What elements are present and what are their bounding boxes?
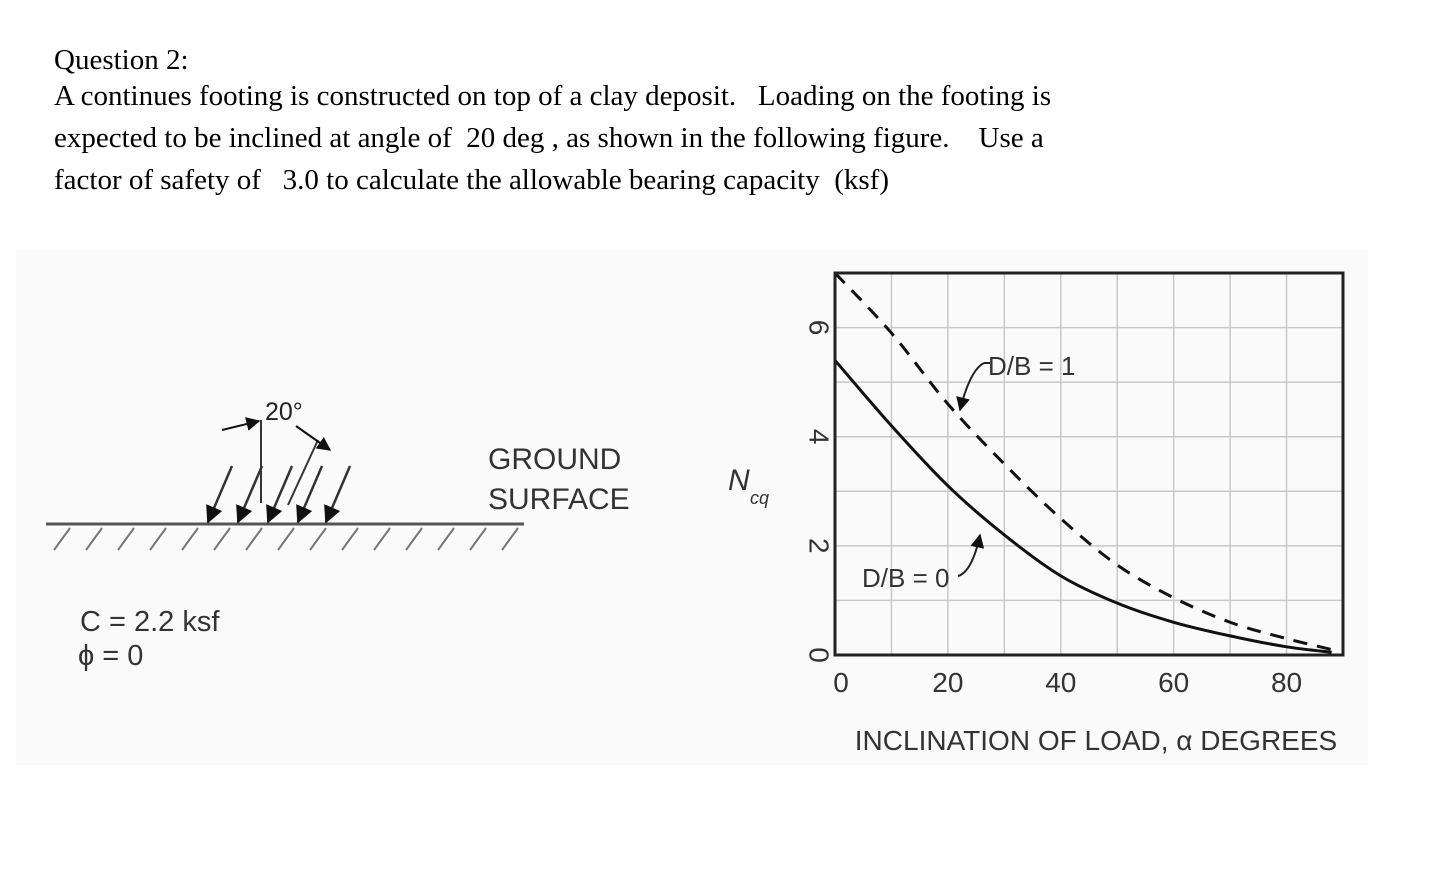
ground-label-2: SURFACE bbox=[488, 483, 630, 516]
chart-series bbox=[835, 273, 1332, 652]
x-axis-label: INCLINATION OF LOAD, α DEGREES bbox=[854, 725, 1338, 756]
ground-label-1: GROUND bbox=[488, 443, 622, 476]
y-tick-labels bbox=[804, 320, 835, 663]
y-axis-label-main: N bbox=[728, 464, 750, 497]
x-tick-labels bbox=[833, 667, 1302, 698]
series-line-d-b-0 bbox=[835, 360, 1332, 652]
plot-frame bbox=[835, 273, 1343, 655]
annotation-db1-arrow bbox=[960, 363, 984, 410]
y-axis-label bbox=[728, 464, 769, 508]
y-tick-label: 0 bbox=[803, 647, 835, 663]
annotation-db0-label: D/B = 0 bbox=[862, 563, 950, 593]
series-line-d-b-1 bbox=[835, 273, 1332, 650]
annotation-db1 bbox=[960, 351, 1075, 410]
soil-cohesion: C = 2.2 ksf bbox=[80, 606, 220, 638]
y-axis-label-sub: cq bbox=[750, 488, 770, 508]
annotation-db0 bbox=[862, 535, 980, 593]
angle-arrow-right bbox=[296, 426, 330, 450]
ground-hatching bbox=[54, 528, 518, 550]
x-tick-label: 60 bbox=[1158, 667, 1190, 698]
x-tick-label: 20 bbox=[932, 667, 964, 698]
angle-ray bbox=[288, 440, 318, 505]
x-tick-label: 40 bbox=[1045, 667, 1077, 698]
question-line-2: expected to be inclined at angle of 20 deg , as shown in the following figure. Use a bbox=[54, 122, 1044, 154]
y-tick-label: 4 bbox=[803, 428, 835, 445]
angle-arrow-left bbox=[222, 421, 259, 430]
angle-label: 20° bbox=[265, 398, 303, 426]
x-tick-label: 0 bbox=[833, 667, 849, 698]
y-tick-label: 6 bbox=[803, 319, 835, 336]
soil-friction-angle: ϕ = 0 bbox=[78, 640, 144, 672]
load-arrows bbox=[208, 466, 350, 522]
question-line-1: A continues footing is constructed on top of a clay deposit. Loading on the footing is bbox=[54, 80, 1052, 112]
footing-diagram bbox=[46, 398, 630, 672]
annotation-db0-arrow bbox=[958, 535, 980, 576]
annotation-db1-label: D/B = 1 bbox=[988, 351, 1076, 381]
chart-grid bbox=[835, 273, 1343, 655]
ncq-chart bbox=[728, 273, 1343, 756]
y-tick-label: 2 bbox=[803, 538, 835, 554]
question-heading: Question 2: bbox=[54, 44, 189, 76]
question-line-3: factor of safety of 3.0 to calculate the allowable bearing capacity (ksf) bbox=[54, 164, 889, 196]
x-tick-label: 80 bbox=[1270, 667, 1303, 698]
